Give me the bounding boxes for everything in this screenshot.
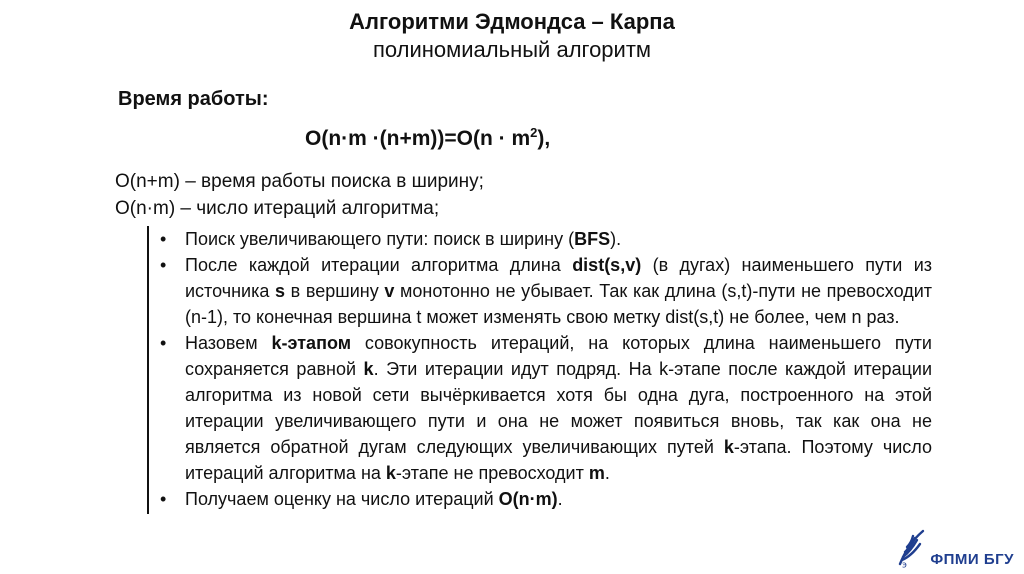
slide-title: Алгоритми Эдмондса – Карпа	[349, 9, 675, 34]
slide-subtitle: полиномиальный алгоритм	[372, 37, 652, 62]
formula-tail: ),	[537, 127, 551, 150]
runtime-label: Время работы:	[118, 88, 269, 110]
bullet-item: • Получаем оценку на число итераций O(n·m).	[149, 486, 932, 512]
university-logo	[896, 528, 1014, 568]
slide-header	[0, 0, 1024, 64]
complexity-line-iterations: O(n·m) – число итераций алгоритма;	[115, 198, 440, 219]
complexity-line-bfs: O(n+m) – время работы поиска в ширину;	[115, 171, 484, 192]
bullet-item: • Поиск увеличивающего пути: поиск в ширину (BFS).	[149, 226, 932, 252]
runtime-formula	[305, 118, 1024, 154]
svg-text:э: э	[902, 560, 908, 568]
bullet-list	[147, 226, 932, 514]
formula-base: O(n·m ·(n+m))=O(n · m	[305, 127, 531, 150]
bullet-item: • Назовем k-этапом совокупность итераций, на которых длина наименьшего пути сохраняется равной k. Эти итерации идут подряд. На k-этапе после каждой итерации алгоритма из новой сети вычёркивается хотя бы одна дуга, построенного на этой итерации увеличивающего пути и она не может появиться вновь, так как она не является обратной дугам следующих увеличивающих путей k-этапа. Поэтому число итераций алгоритма на k-этапе не превосходит m.	[149, 330, 932, 486]
bullet-item: • После каждой итерации алгоритма длина dist(s,v) (в дугах) наименьшего пути из источника s в вершину v монотонно не убывает. Так как длина (s,t)-пути не превосходит (n-1), то конечная вершина t может изменять свою метку dist(s,t) не более, чем n раз.	[149, 252, 932, 330]
formula-superscript: 2	[530, 125, 538, 140]
logo-text: ФПМИ БГУ	[930, 551, 1014, 568]
complexity-lines	[0, 168, 1024, 222]
feather-quill-icon	[896, 528, 926, 568]
